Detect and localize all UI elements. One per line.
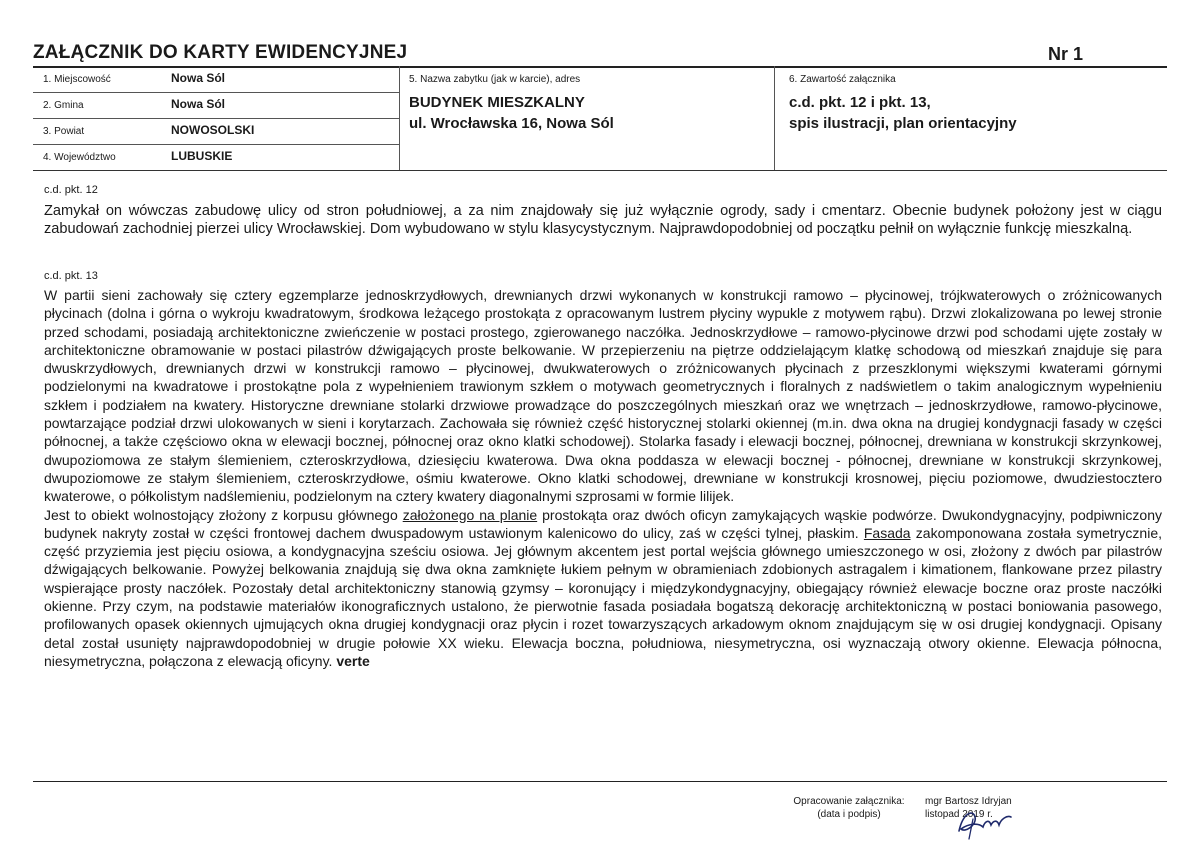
prepared-date: listopad 2019 r. — [925, 809, 993, 820]
prepared-label-line2: (data i podpis) — [817, 809, 881, 820]
row-commune — [33, 92, 399, 119]
section-13-underlined-plan: założonego na planie — [402, 506, 538, 523]
commune-label: 2. Gmina — [43, 100, 84, 111]
locality-label: 1. Miejscowość — [43, 74, 111, 85]
commune-value: Nowa Sól — [171, 97, 226, 111]
location-column — [33, 66, 399, 170]
prepared-by-label — [784, 795, 914, 821]
attachment-content-caption: 6. Zawartość załącznika — [789, 74, 896, 85]
monument-name-caption: 5. Nazwa zabytku (jak w karcie), adres — [409, 74, 581, 85]
section-label-13: c.d. pkt. 13 — [44, 270, 98, 282]
monument-address: ul. Wrocławska 16, Nowa Sól — [409, 115, 614, 132]
row-voivodeship — [33, 144, 399, 170]
prepared-label-line1: Opracowanie załącznika: — [793, 796, 905, 807]
monument-name: BUDYNEK MIESZKALNY — [409, 94, 585, 111]
page-title: ZAŁĄCZNIK DO KARTY EWIDENCYJNEJ — [33, 42, 408, 63]
handwritten-signature — [955, 803, 1015, 843]
section-13-part2a: Jest to obiekt wolnostojący złożony z korpusu głównego — [44, 506, 403, 523]
section-12-body: Zamykał on wówczas zabudowę ulicy od stron południowej, a za nim znajdowały się już wyłącznie ogrody, sady i cmentarz. Obecnie budynek położony jest w ciągu zabudowań zachodniej pierzei ulicy Wrocławskiej. Dom wybudowano w stylu klasycystycznym. Najprawdopodobniej od początku pełnił on wyłącznie funkcję mieszkalną. — [44, 203, 1162, 238]
row-locality — [33, 66, 399, 93]
voivodeship-label: 4. Województwo — [43, 152, 116, 163]
voivodeship-value: LUBUSKIE — [171, 149, 233, 163]
grid-bottom-divider — [33, 170, 1167, 171]
author-name: mgr Bartosz Idryjan — [925, 796, 1012, 807]
attachment-content-line1: c.d. pkt. 12 i pkt. 13, — [789, 94, 931, 111]
bottom-divider — [33, 781, 1167, 782]
monument-name-column — [409, 66, 779, 170]
section-12-text — [44, 202, 1162, 239]
attachment-content-line2: spis ilustracji, plan orientacyjny — [789, 115, 1017, 132]
attachment-content-column — [789, 66, 1167, 170]
row-county — [33, 118, 399, 145]
section-13-underlined-facade: Fasada — [863, 524, 911, 541]
county-value: NOWOSOLSKI — [171, 123, 255, 137]
column-divider — [399, 66, 400, 170]
county-label: 3. Powiat — [43, 126, 85, 137]
column-divider — [774, 66, 775, 170]
section-13-part2b: prostokąta oraz dwóch oficyn zamykających wąskie podwórze. Dwukondygnacyjny, podpiwniczony budynek nakryty został w części frontowej dachem dwuspadowym ustawionym kalenicowo do ulicy, zaś w części tylnej, płaskim. — [44, 506, 1162, 541]
attachment-number: Nr 1 — [1048, 44, 1084, 64]
section-13-part2c: zakomponowana została symetrycznie, część przyziemia jest pięciu osiowa, a kondygnacyjna sześciu osiowa. Jej głównym akcentem jest portal wejścia głównego umieszczonego w osi, złożony z dwóch par pilastrów dźwigających belkowanie. Powyżej belkowania znajdują się dwa okna zamknięte łukiem pełnym w obramieniach zdobionych astragalem i kimationem, flankowane przez pilastry wspierające prosty naczółek. Pozostały detal architektoniczny stanowią gzymsy – koronujący i międzykondygnacyjny, obiegający również elewacje boczne oraz proste naczółki okienne. Przy czym, na podstawie materiałów ikonograficznych ustalono, że pierwotnie fasada posiadała bogatszą dekorację architektoniczną w postaci boniowania pasowego, profilowanych opasek okiennych ujmujących okna drugiej kondygnacji oraz płycin i rozet towarzyszących arkadowym oknom znajdującym się w osi drugiej kondygnacji. Opisany detal został usunięty najprawdopodobniej w drugie połowie XX wieku. Elewacja boczna, południowa, niesymetryczna, osi wyznaczają otwory okienne. Elewacja północna, niesymetryczna, połączona z elewacją oficyny. — [44, 524, 1162, 669]
section-13-part1: W partii sieni zachowały się cztery egzemplarze jednoskrzydłowych, drewnianych drzwi wykonanych w konstrukcji ramowo – płycinowej, trójkwaterowych o zróżnicowanych płycinach (dolna i górna o wykroju kwadratowym, środkowa leżącego prostokąta z opracowanym lustrem płyciny wypukle z motywem rąbu). Drzwi zlokalizowana po lewej stronie przed schodami, posiadają architektoniczne zwieńczenie w postaci prostego, zgierowanego naczółka. Jednoskrzydłowe – ramowo-płycinowe drzwi pod schodami ujęte zostały w architektoniczne obramowanie w postaci pilastrów dźwigających proste belkowanie. W przepierzeniu na piętrze oddzielającym klatkę schodową od mieszkań znajduje się para dwuskrzydłowych, drewnianych drzwi w konstrukcji ramowo – płycinowej, dwukwaterowych o zróżnicowanych płycinach z przeszklonymi większymi kwaterami górnymi podzielonymi na kwadratowe i prostokątne pola z wypełnieniem trawionym szkłem o motywach geometrycznych i floralnych z nadświetlem o takim analogicznym wypełnieniu szkłem i podziałem na kwatery. Historyczne drewniane stolarki drzwiowe prowadzące do poszczególnych mieszkań oraz we wnętrzach – jednoskrzydłowe, ramowo-płycinowe, powtarzające podział drzwi ulokowanych w sieni i korytarzach. Zachowała się również część historycznej stolarki okiennej (m.in. dwa okna na drugiej kondygnacji fasady w części północnej, a także częściowo okna w elewacji bocznej, północnej oraz okno klatki schodowej). Stolarka fasady i elewacji bocznej, północnej, drewniana w konstrukcji skrzynkowej, dwupoziomowa ze stałym ślemieniem, czteroskrzydłowa, dziesięciu kwaterowa. Dwa okna poddasza w elewacji bocznej - północnej, drewniane w konstrukcji skrzynkowej, dwupoziomowe ze stałym ślemieniem, czteroskrzydłowe, ośmiu kwaterowe. Okno klatki schodowej, drewniane w konstrukcji krosnowej, pięciu poziomowe, dwudziestoczt​ero kwaterowe, o półkolistym nadślemieniu, podzielonym na cztery kwatery diagonalnymi szprosami w formie lilijek. — [44, 287, 1162, 505]
verte-note: verte — [336, 652, 370, 669]
info-grid — [33, 66, 1167, 170]
locality-value: Nowa Sól — [171, 71, 226, 85]
section-13-text — [44, 286, 1162, 670]
section-label-12: c.d. pkt. 12 — [44, 184, 98, 196]
